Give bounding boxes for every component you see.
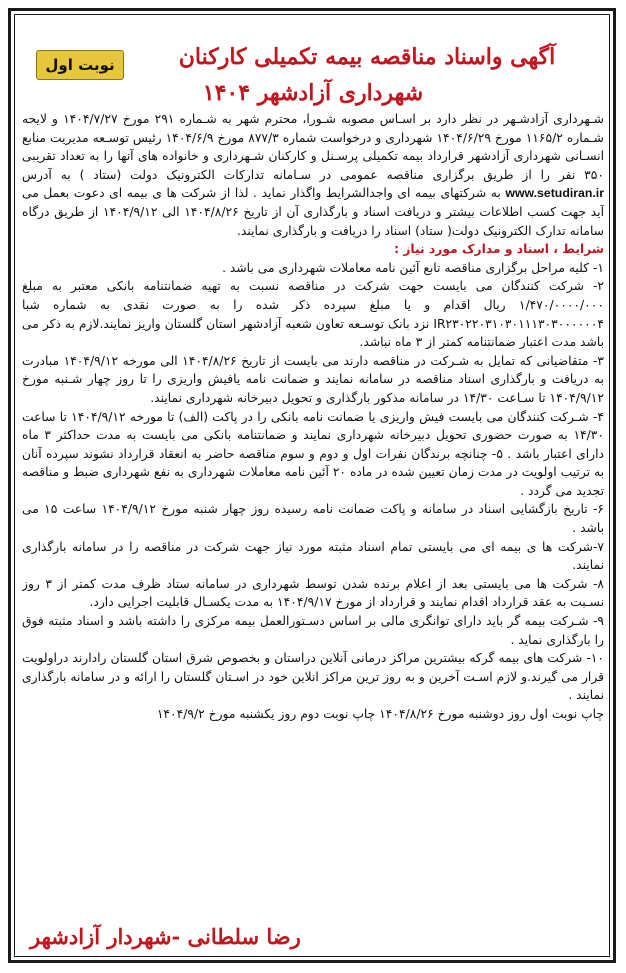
condition-item-1: ۱- کلیه مراحل برگزاری مناقصه تابع آئین نامه معاملات شهرداری می باشد . — [222, 260, 604, 275]
print-dates: چاپ نوبت اول روز دوشنبه مورخ ۱۴۰۴/۸/۲۶ چاپ نوبت دوم روز یکشنبه مورخ ۱۴۰۴/۹/۲ — [156, 707, 604, 721]
intro-text-part2: به شرکتهای بیمه ای واجدالشرایط واگذار نماید . لذا از شرکت ها ی بیمه ای دعوت بعمل می آید جهت کسب اطلاعات بیشتر و دریافت اسناد و بارگذاری آن از تاریخ ۱۴۰۴/۸/۲۶ الی ۱۴۰۴/۹/۱۲ از طریق درگاه سامانه تدارک الکترونیک دولت( ستاد) اسناد را دریافت و بارگذاری نمایند. — [22, 186, 604, 238]
condition-item-7: ۷-شرکت ها ی بیمه ای می بایستی تمام اسناد مثبته مورد نیاز جهت شرکت در مناقصه را در سامانه بارگذاری نمایند. — [22, 539, 604, 573]
condition-item-10: ۱۰- شرکت های بیمه گرکه بیشترین مراکز درمانی آنلاین دراستان و بخصوص شرق استان گلستان رادارند دراولویت قرار می گیرند.و لازم اسـت آخرین و به روز ترین مراکز انلاین خود در اسـتان گلستان را ارائه و در سامانه بارگذاری نمایند . — [22, 651, 604, 703]
intro-paragraph — [22, 110, 604, 240]
intro-text-part1: شـهرداری آزادشـهر در نظر دارد بر اسـاس مصوبه شـورا، محترم شهر به شـماره ۲۹۱ مورخ ۱۴۰۴/۷/۲۷ و لایحه شـماره ۱۱۶۵/۲ مورخ ۱۴۰۴/۶/۲۹ شهرداری و درخواست شماره ۸۷۷/۳ مورخ ۱۴۰۴/۶/۹ رئیس توسـعه مدیریت منابع انسـانی شهرداری آزادشهر قرارداد بیمه تکمیلی پرسـنل و کارکنان شـهرداری و خانواده های آنها را به تعداد تقریبی ۳۵۰ نفر را از طریق برگزاری مناقصه عمومی در سـامانه تدارکات الکترونیک دولت (ستاد ) به آدرس — [22, 112, 604, 182]
condition-item-4: ۴- شـرکت کنندگان می بایست فیش واریزی یا ضمانت نامه بانکی را در پاکت (الف) تا مورخه ۱۴۰۴/۹/۱۲ تا ساعت ۱۴/۳۰ به صورت حضوری تحویل دبیرخانه شهرداری نمایند و ضمانتنامه بانکی می بایست به مدت حداکثر ۳ ماه دارای اعتبار باشد . ۵- چنانچه برندگان نفرات اول و دوم و سوم مناقصه حاضر به انعقاد قرارداد نشوند سپرده آنان به ترتیب اولویت در مدت زمان تعیین شده در ماده ۲۰ آئین نامه معاملات شهرداری به نفع شهرداری ضبط و مناقصه تجدید می گردد . — [22, 409, 604, 498]
condition-item-2: ۲- شرکت کنندگان می بایست جهت شرکت در مناقصه نسبت به تهیه ضمانتنامه بانکی معتبر به مبلغ ۱/۴۷۰/۰۰۰۰/۰۰۰ ریال اقدام و یا مبلغ سپرده ذکر شده را به صورت نقدی به شماره شبا IR۲۳۰۲۲۰۳۱۰۳۰۱۱۱۳۰۳۰۰۰۰۰۰۴ نزد بانک توسـعه تعاون شعبه آزادشهر استان گلستان واریز نمایند.لازم به ذکر می باشد مدت اعتبار ضمانتنامه کمتر از ۳ ماه نباشد. — [22, 279, 604, 350]
condition-item-3: ۳- متقاضیانی که تمایل به شـرکت در مناقصه دارند می بایست از تاریخ ۱۴۰۴/۸/۲۶ الی مورخه ۱۴۰۴/۹/۱۲ مبادرت به دریافت و بارگذاری اسناد مناقصه در سامانه نمایند و ضمانت نامه یافیش واریزی را تا روز چهار شـنبه مورخ ۱۴۰۴/۹/۱۲ تا سـاعت ۱۴/۳۰ در سامانه مذکور بارگذاری و تحویل دبیرخانه شهرداری نمایند. — [22, 353, 604, 405]
condition-item-8: ۸- شرکت ها می بایستی بعد از اعلام برنده شدن توسط شهرداری در سامانه ستاد ظرف مدت کمتر از ۳ روز نسـبت به عقد قرارداد اقدام نمایند و قرارداد از مورخ ۱۴۰۴/۹/۱۷ به مدت یکسـال قابلیت اجرایی دارد. — [22, 576, 604, 610]
condition-item-6: ۶- تاریخ بازگشایی اسناد در سامانه و پاکت ضمانت نامه رسیده روز چهار شنبه مورخ ۱۴۰۴/۹/۱۲ ساعت ۱۵ می باشد . — [22, 502, 604, 536]
notice-body — [22, 110, 604, 913]
page-title: آگهی واسناد مناقصه بیمه تکمیلی کارکنان — [178, 44, 556, 70]
signature: رضا سلطانی -شهردار آزادشهر — [30, 924, 301, 949]
edition-badge: نوبت اول — [36, 50, 124, 80]
condition-item-9: ۹- شـرکت بیمه گر باید دارای توانگری مالی بر اساس دسـتورالعمل بیمه مرکزی را داشته باشد و اسناد مثبته فوق را بارگذاری نماید . — [22, 614, 604, 647]
conditions-heading: شرایط ، اسناد و مدارک مورد نیاز : — [394, 242, 604, 257]
page-subtitle: شهرداری آزادشهر ۱۴۰۴ — [202, 80, 424, 106]
website-link[interactable]: www.setudiran.ir — [505, 186, 604, 201]
